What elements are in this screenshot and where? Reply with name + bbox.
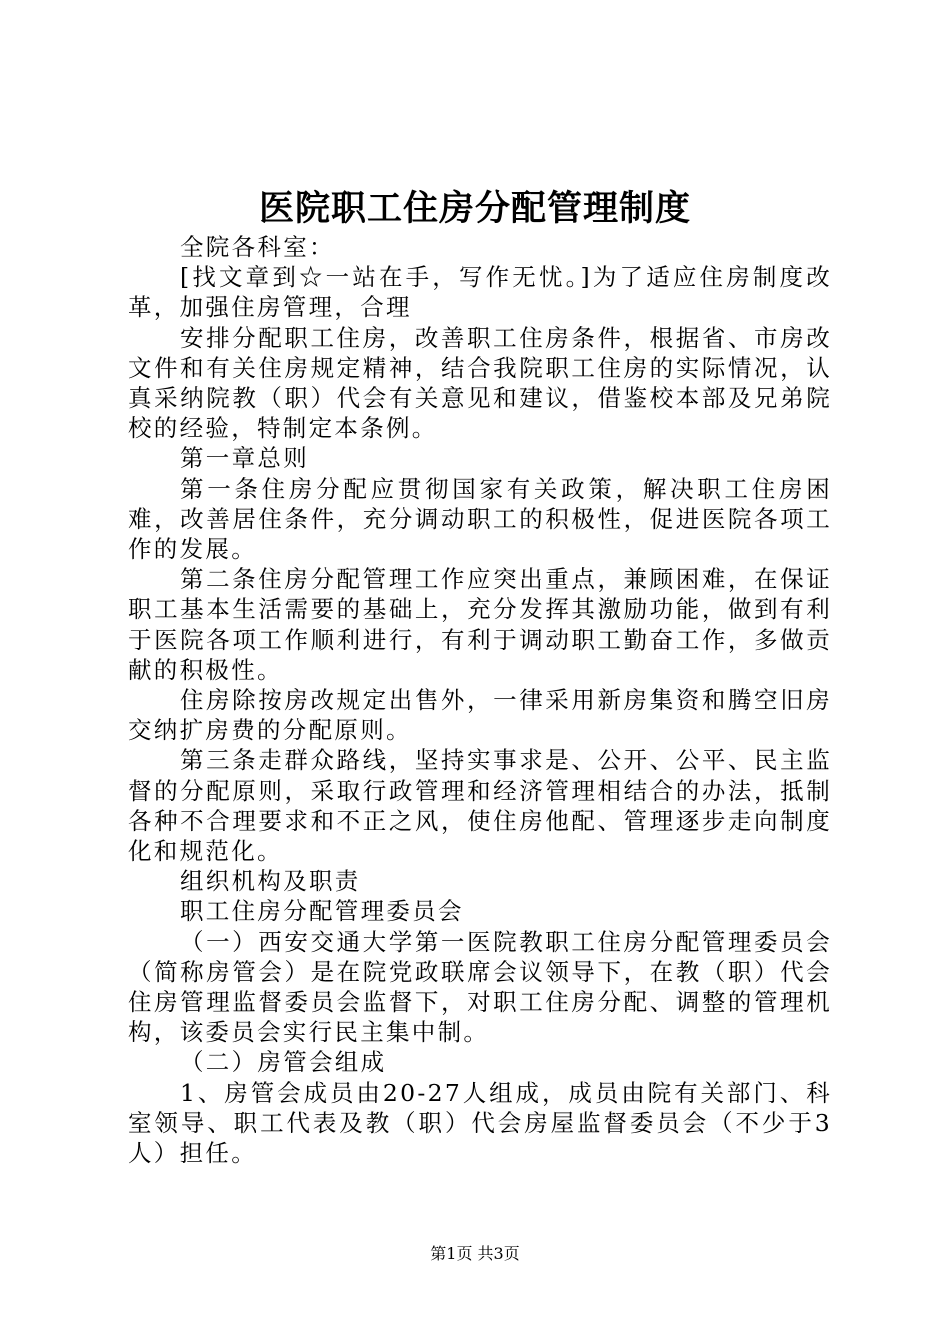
paragraph: （一）西安交通大学第一医院教职工住房分配管理委员会（简称房管会）是在院党政联席会议领导下，在教（职）代会住房管理监督委员会监督下，对职工住房分配、调整的管理机构，该委员会实行民主集中制。 <box>128 927 832 1047</box>
paragraph: 全院各科室： <box>180 233 335 261</box>
chapter-heading: 第一章总则 <box>180 444 309 473</box>
document-title: 医院职工住房分配管理制度 <box>258 188 691 229</box>
section-heading: 职工住房分配管理委员会 <box>180 897 464 926</box>
paragraph: [找文章到☆一站在手，写作无忧。]为了适应住房制度改革，加强住房管理，合理 <box>128 263 832 322</box>
paragraph: （二）房管会组成 <box>180 1048 387 1077</box>
paragraph: 1、房管会成员由20-27人组成，成员由院有关部门、科室领导、职工代表及教（职）代会房屋监督委员会（不少于3人）担任。 <box>128 1078 832 1168</box>
section-heading: 组织机构及职责 <box>180 867 361 896</box>
paragraph: 安排分配职工住房，改善职工住房条件，根据省、市房改文件和有关住房规定精神，结合我院职工住房的实际情况，认真采纳院教（职）代会有关意见和建议，借鉴校本部及兄弟院校的经验，特制定本条例。 <box>128 323 832 443</box>
paragraph: 第三条走群众路线，坚持实事求是、公开、公平、民主监督的分配原则，采取行政管理和经济管理相结合的办法，抵制各种不合理要求和不正之风，使住房他配、管理逐步走向制度化和规范化。 <box>128 746 832 866</box>
paragraph: 第二条住房分配管理工作应突出重点，兼顾困难，在保证职工基本生活需要的基础上，充分发挥其激励功能，做到有利于医院各项工作顺利进行，有利于调动职工勤奋工作，多做贡献的积极性。 <box>128 565 832 684</box>
paragraph: 住房除按房改规定出售外，一律采用新房集资和腾空旧房交纳扩房费的分配原则。 <box>128 686 832 745</box>
document-body <box>128 232 832 1168</box>
paragraph: 第一条住房分配应贯彻国家有关政策，解决职工住房困难，改善居住条件，充分调动职工的积极性，促进医院各项工作的发展。 <box>128 474 832 564</box>
page-footer: 第1页 共3页 <box>430 1244 520 1263</box>
